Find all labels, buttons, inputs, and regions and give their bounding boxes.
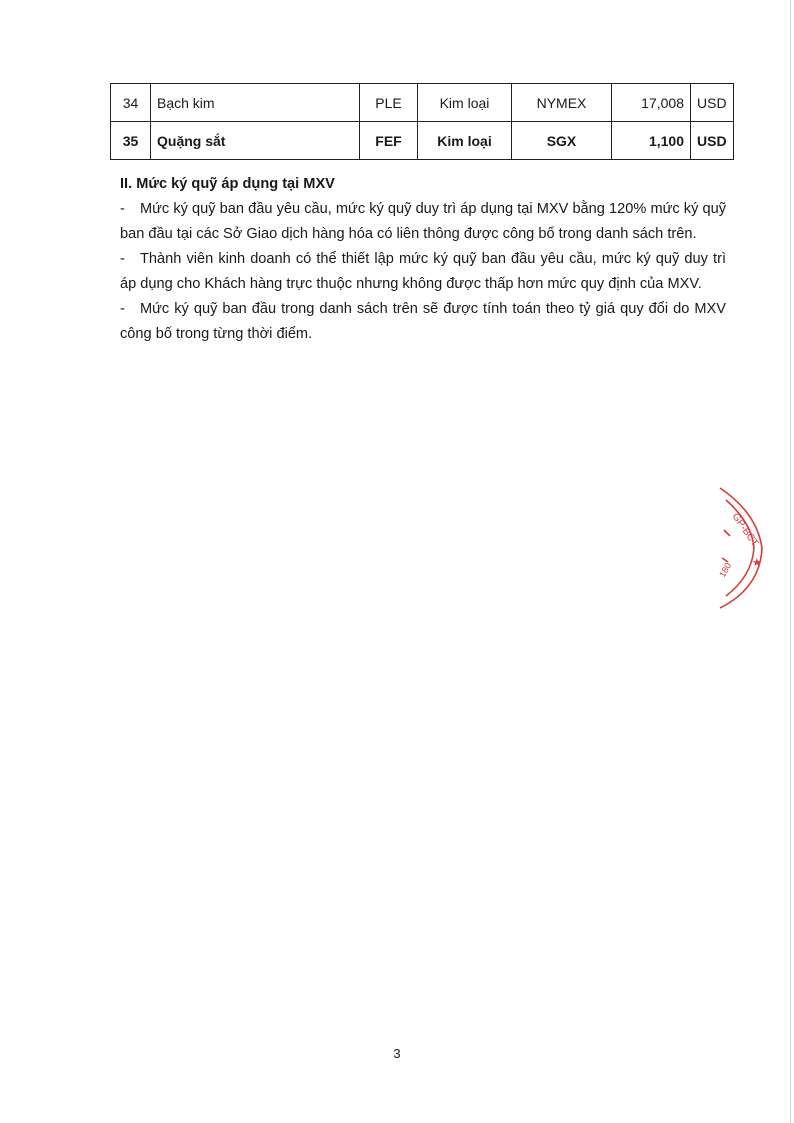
row-number: 35 bbox=[111, 122, 151, 160]
seal-star-icon: ★ bbox=[752, 556, 762, 569]
commodity-name: Bạch kim bbox=[151, 84, 360, 122]
commodity-code: PLE bbox=[360, 84, 418, 122]
exchange: NYMEX bbox=[512, 84, 612, 122]
table-row bbox=[111, 122, 734, 160]
bullet-dash: - bbox=[120, 251, 125, 267]
seal-text-digits: 180 bbox=[717, 560, 734, 579]
policy-paragraph bbox=[120, 297, 726, 347]
seal-mark bbox=[722, 530, 730, 562]
margin-value: 1,100 bbox=[612, 122, 691, 160]
seal-text-gp: GP-BCT bbox=[729, 511, 761, 549]
seal-stamp-graphic bbox=[712, 468, 772, 618]
margin-table bbox=[110, 83, 734, 160]
commodity-group: Kim loại bbox=[418, 84, 512, 122]
row-number: 34 bbox=[111, 84, 151, 122]
exchange: SGX bbox=[512, 122, 612, 160]
bullet-dash: - bbox=[120, 201, 125, 217]
table-row bbox=[111, 84, 734, 122]
paragraph-text: Mức ký quỹ ban đầu trong danh sách trên sẽ được tính toán theo tỷ giá quy đổi do MXV công bố trong từng thời điểm. bbox=[120, 301, 726, 342]
policy-paragraph bbox=[120, 197, 726, 247]
commodity-code: FEF bbox=[360, 122, 418, 160]
policy-paragraph bbox=[120, 247, 726, 297]
page-number: 3 bbox=[393, 1046, 401, 1061]
margin-value: 17,008 bbox=[612, 84, 691, 122]
currency: USD bbox=[691, 84, 734, 122]
currency: USD bbox=[691, 122, 734, 160]
seal-stamp-icon bbox=[712, 468, 772, 618]
commodity-name: Quặng sắt bbox=[151, 122, 360, 160]
seal-outer-arc bbox=[720, 488, 762, 608]
bullet-dash: - bbox=[120, 301, 125, 317]
paragraph-text: Thành viên kinh doanh có thể thiết lập mức ký quỹ ban đầu yêu cầu, mức ký quỹ duy trì áp dụng cho Khách hàng trực thuộc nhưng không được thấp hơn mức quy định của MXV. bbox=[120, 251, 726, 292]
commodity-group: Kim loại bbox=[418, 122, 512, 160]
margin-policy-section bbox=[120, 172, 726, 347]
paragraph-text: Mức ký quỹ ban đầu yêu cầu, mức ký quỹ duy trì áp dụng tại MXV bằng 120% mức ký quỹ ban đầu tại các Sở Giao dịch hàng hóa có liên thông được công bố trong danh sách trên. bbox=[120, 201, 726, 242]
page-edge bbox=[790, 0, 791, 1123]
section-heading: II. Mức ký quỹ áp dụng tại MXV bbox=[120, 176, 335, 192]
